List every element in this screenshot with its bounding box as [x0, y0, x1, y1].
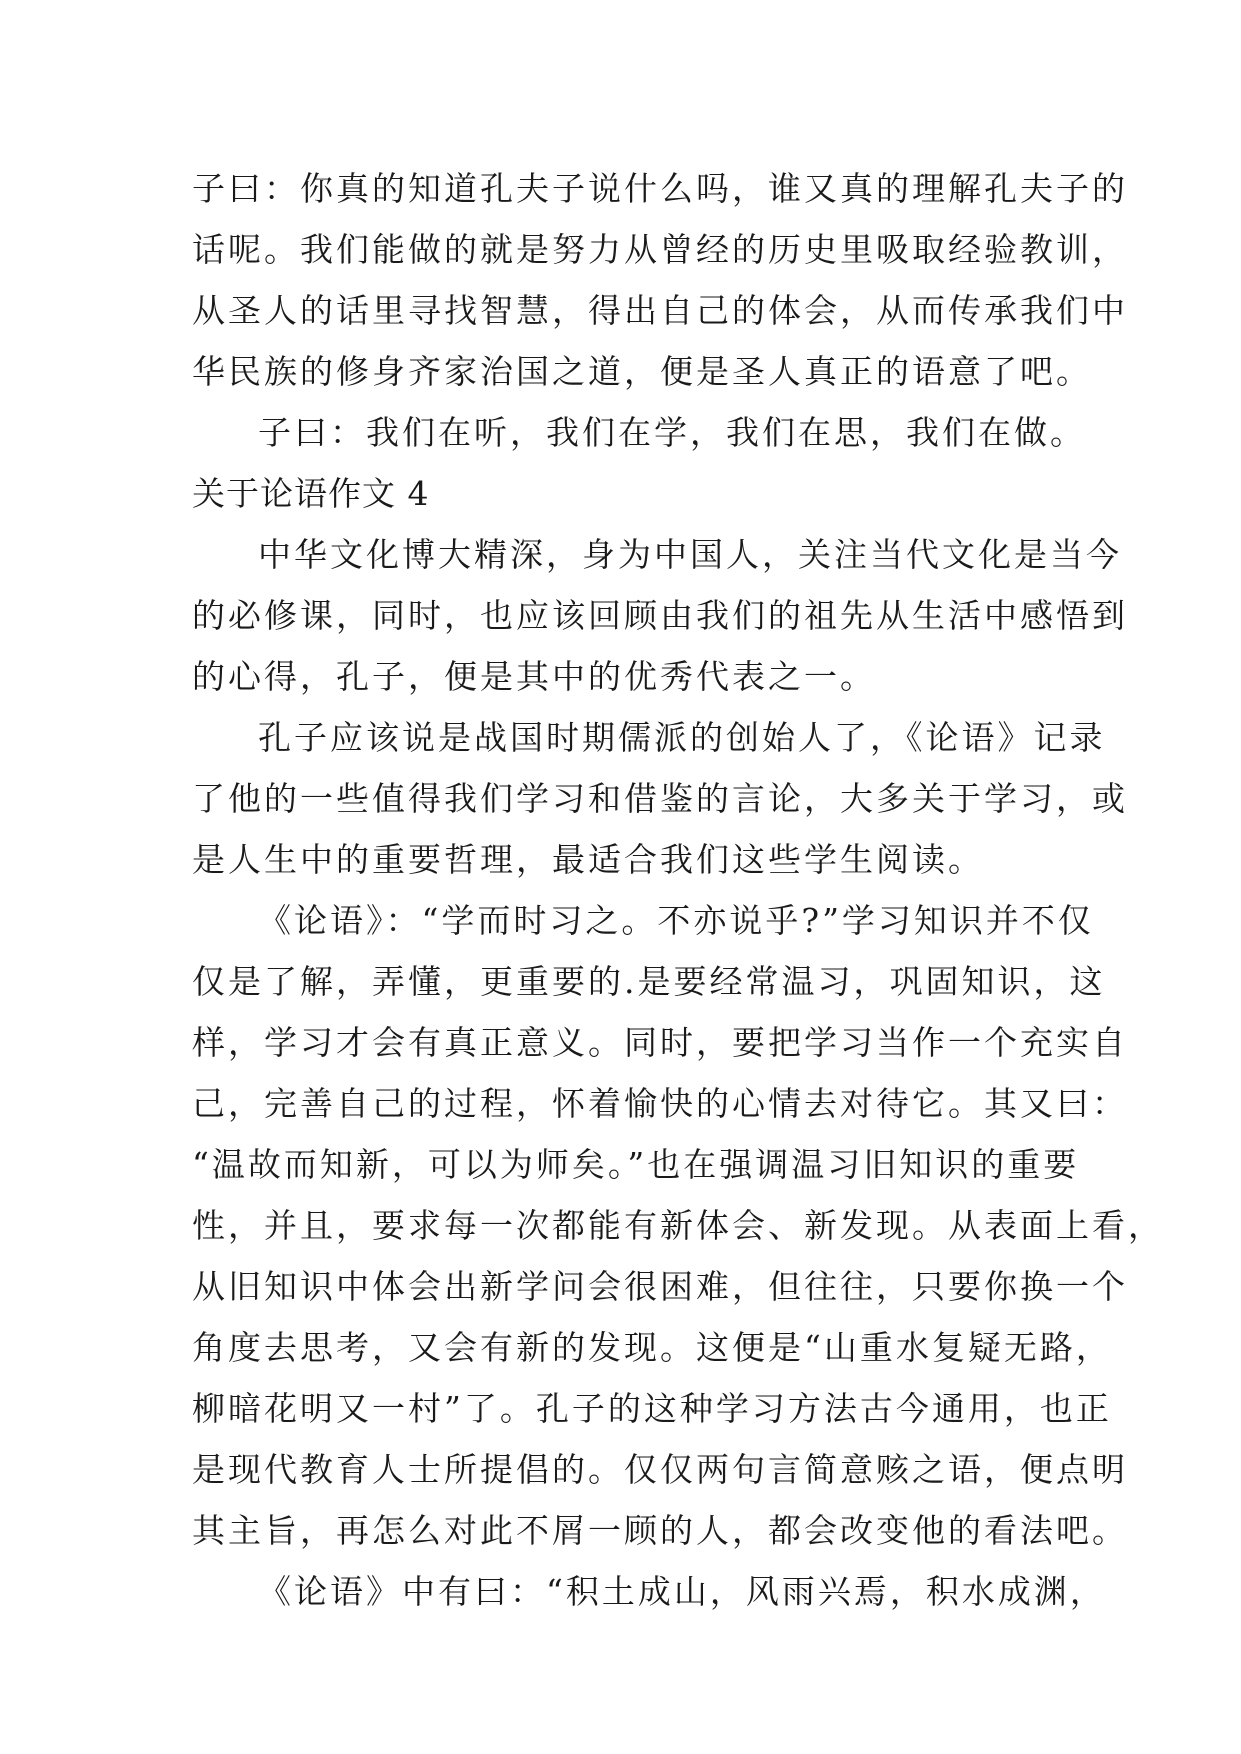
text-line: 话呢。我们能做的就是努力从曾经的历史里吸取经验教训，: [192, 230, 1128, 269]
text-line: 的心得，孔子，便是其中的优秀代表之一。: [192, 657, 876, 696]
document-body: [192, 158, 1164, 1622]
text-line: 角度去思考，又会有新的发现。这便是“山重水复疑无路，: [192, 1328, 1112, 1367]
text-line: 样，学习才会有真正意义。同时，要把学习当作一个充实自: [192, 1023, 1128, 1062]
text-line: 是现代教育人士所提倡的。仅仅两句言简意赅之语，便点明: [192, 1450, 1128, 1489]
section-heading: 关于论语作文 4: [192, 474, 430, 513]
text-line: 华民族的修身齐家治国之道，便是圣人真正的语意了吧。: [192, 352, 1092, 391]
text-line: 是人生中的重要哲理，最适合我们这些学生阅读。: [192, 840, 984, 879]
text-line: 子曰：你真的知道孔夫子说什么吗，谁又真的理解孔夫子的: [192, 169, 1128, 208]
text-line: 子曰：我们在听，我们在学，我们在思，我们在做。: [258, 413, 1086, 452]
text-line: 仅是了解，弄懂，更重要的.是要经常温习，巩固知识，这: [192, 962, 1106, 1001]
text-line: 了他的一些值得我们学习和借鉴的言论，大多关于学习，或: [192, 779, 1128, 818]
text-line: 柳暗花明又一村”了。孔子的这种学习方法古今通用，也正: [192, 1389, 1112, 1428]
text-line: 的必修课，同时，也应该回顾由我们的祖先从生活中感悟到: [192, 596, 1128, 635]
text-line: 从圣人的话里寻找智慧，得出自己的体会，从而传承我们中: [192, 291, 1128, 330]
text-line: 中华文化博大精深，身为中国人，关注当代文化是当今: [258, 535, 1122, 574]
text-line: 《论语》中有曰：“积土成山，风雨兴焉，积水成渊，: [258, 1572, 1106, 1611]
text-line: 性，并且，要求每一次都能有新体会、新发现。从表面上看，: [192, 1206, 1164, 1245]
text-line: “温故而知新，可以为师矣。”也在强调温习旧知识的重要: [192, 1145, 1080, 1184]
text-line: 己，完善自己的过程，怀着愉快的心情去对待它。其又曰：: [192, 1084, 1128, 1123]
text-line: 孔子应该说是战国时期儒派的创始人了，《论语》记录: [258, 718, 1106, 757]
text-line: 从旧知识中体会出新学问会很困难，但往往，只要你换一个: [192, 1267, 1128, 1306]
text-line: 其主旨，再怎么对此不屑一顾的人，都会改变他的看法吧。: [192, 1511, 1128, 1550]
text-line: 《论语》：“学而时习之。不亦说乎?”学习知识并不仅: [258, 901, 1094, 940]
